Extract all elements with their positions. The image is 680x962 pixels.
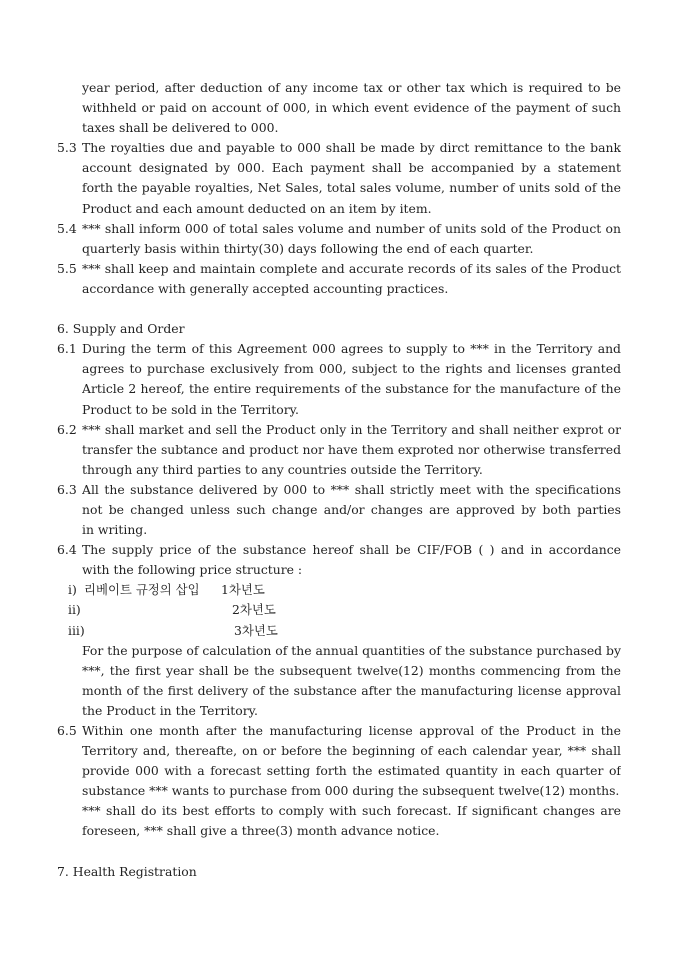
text-line (0, 721, 680, 741)
line-text: forth the payable royalties, Net Sales, total sales volume, number of units sold of the (82, 180, 621, 196)
line-text: month of the first delivery of the substance after the manufacturing license approval (82, 682, 621, 698)
line-text: year period, after deduction of any income tax or other tax which is required to be (82, 80, 621, 95)
text-line (0, 480, 680, 500)
clause-number: i) (68, 582, 77, 598)
line-text: The royalties due and payable to 000 shall be made by dirct remittance to the bank (82, 140, 621, 156)
text-line (0, 98, 680, 118)
text-line (0, 219, 680, 239)
text-line (0, 701, 680, 721)
text-line (0, 178, 680, 198)
text-line (0, 520, 680, 540)
line-text: not be changed unless such change and/or changes are approved by both parties (82, 501, 621, 517)
line-text: *** shall inform 000 of total sales volume and number of units sold of the Product on (82, 220, 621, 236)
text-line (0, 761, 680, 781)
price-year-label: 2차년도 (232, 602, 276, 618)
text-line (0, 78, 680, 98)
line-text: quarterly basis within thirty(30) days following the end of each quarter. (82, 240, 534, 256)
line-text: through any third parties to any countries outside the Territory. (82, 461, 483, 477)
clause-number: 6.2 (57, 421, 77, 437)
text-line (0, 239, 680, 259)
section-heading (0, 862, 680, 882)
clause-number: 6.4 (57, 542, 77, 558)
line-text: *** shall do its best efforts to comply with such forecast. If significant changes are (82, 803, 621, 819)
line-text: Product and each amount deducted on an item by item. (82, 200, 432, 216)
text-line (0, 199, 680, 219)
line-text: Within one month after the manufacturing license approval of the Product in the (82, 723, 621, 738)
text-line (0, 379, 680, 399)
line-text: withheld or paid on account of 000, in which event evidence of the payment of such (82, 100, 621, 116)
line-text: Article 2 hereof, the entire requirements of the substance for the manufacture of the (82, 381, 621, 397)
line-text: ***, the first year shall be the subsequent twelve(12) months commencing from the (82, 662, 621, 678)
line-text: All the substance delivered by 000 to *** shall strictly meet with the specifications (82, 481, 621, 497)
line-text: Product to be sold in the Territory. (82, 401, 299, 417)
line-text: transfer the subtance and product nor have them exproted nor otherwise transferred (82, 441, 621, 457)
line-text: in writing. (82, 522, 148, 538)
text-line (0, 420, 680, 440)
line-text: Territory and, thereafte, on or before the beginning of each calendar year, *** shall (82, 743, 621, 759)
text-line (0, 781, 680, 801)
text-line (0, 440, 680, 460)
clause-number: 5.3 (57, 140, 77, 156)
line-text: *** shall keep and maintain complete and accurate records of its sales of the Product (82, 260, 621, 276)
line-text: The supply price of the substance hereof shall be CIF/FOB ( ) and in accordance (82, 542, 621, 558)
text-line (0, 821, 680, 841)
text-line (0, 359, 680, 379)
text-line (0, 661, 680, 681)
text-line (0, 279, 680, 299)
price-year-label: 1차년도 (221, 582, 265, 598)
line-text: substance *** wants to purchase from 000 during the subsequent twelve(12) months. (82, 783, 620, 799)
line-text: with the following price structure : (82, 562, 303, 578)
text-line (0, 580, 680, 600)
text-line (0, 460, 680, 480)
heading-text: 6. Supply and Order (57, 321, 185, 337)
line-text: taxes shall be delivered to 000. (82, 120, 279, 136)
blank-line (0, 842, 680, 862)
line-text: the Product in the Territory. (82, 702, 258, 718)
clause-number: 6.5 (57, 723, 77, 738)
section-heading (0, 319, 680, 339)
clause-number: 6.3 (57, 481, 77, 497)
heading-text: 7. Health Registration (57, 863, 197, 879)
clause-number: 6.1 (57, 341, 77, 357)
text-line (0, 801, 680, 821)
line-text: During the term of this Agreement 000 agrees to supply to *** in the Territory and (82, 341, 621, 357)
line-text: accordance with generally accepted accounting practices. (82, 280, 449, 296)
text-line (0, 500, 680, 520)
clause-number: ii) (68, 602, 81, 618)
text-line (0, 600, 680, 620)
text-line (0, 540, 680, 560)
line-text: For the purpose of calculation of the annual quantities of the substance purchased by (82, 642, 621, 658)
clause-number: 5.5 (57, 260, 77, 276)
text-line (0, 560, 680, 580)
text-line (0, 621, 680, 641)
text-line (0, 400, 680, 420)
text-line (0, 741, 680, 761)
document-page (0, 78, 680, 882)
line-text: account designated by 000. Each payment shall be accompanied by a statement (82, 160, 621, 176)
clause-number: 5.4 (57, 220, 77, 236)
line-text: agrees to purchase exclusively from 000, subject to the rights and licenses granted (82, 361, 621, 377)
text-line (0, 118, 680, 138)
text-line (0, 259, 680, 279)
line-text: provide 000 with a forecast setting forth the estimated quantity in each quarter of (82, 763, 621, 779)
text-line (0, 641, 680, 661)
text-line (0, 339, 680, 359)
line-text: 리베이트 규정의 삽입 (84, 582, 200, 598)
price-year-label: 3차년도 (234, 622, 278, 638)
text-line (0, 138, 680, 158)
text-line (0, 158, 680, 178)
text-line (0, 681, 680, 701)
line-text: foreseen, *** shall give a three(3) month advance notice. (82, 823, 440, 839)
clause-number: iii) (68, 622, 85, 638)
line-text: *** shall market and sell the Product only in the Territory and shall neither exprot or (82, 421, 621, 437)
blank-line (0, 299, 680, 319)
